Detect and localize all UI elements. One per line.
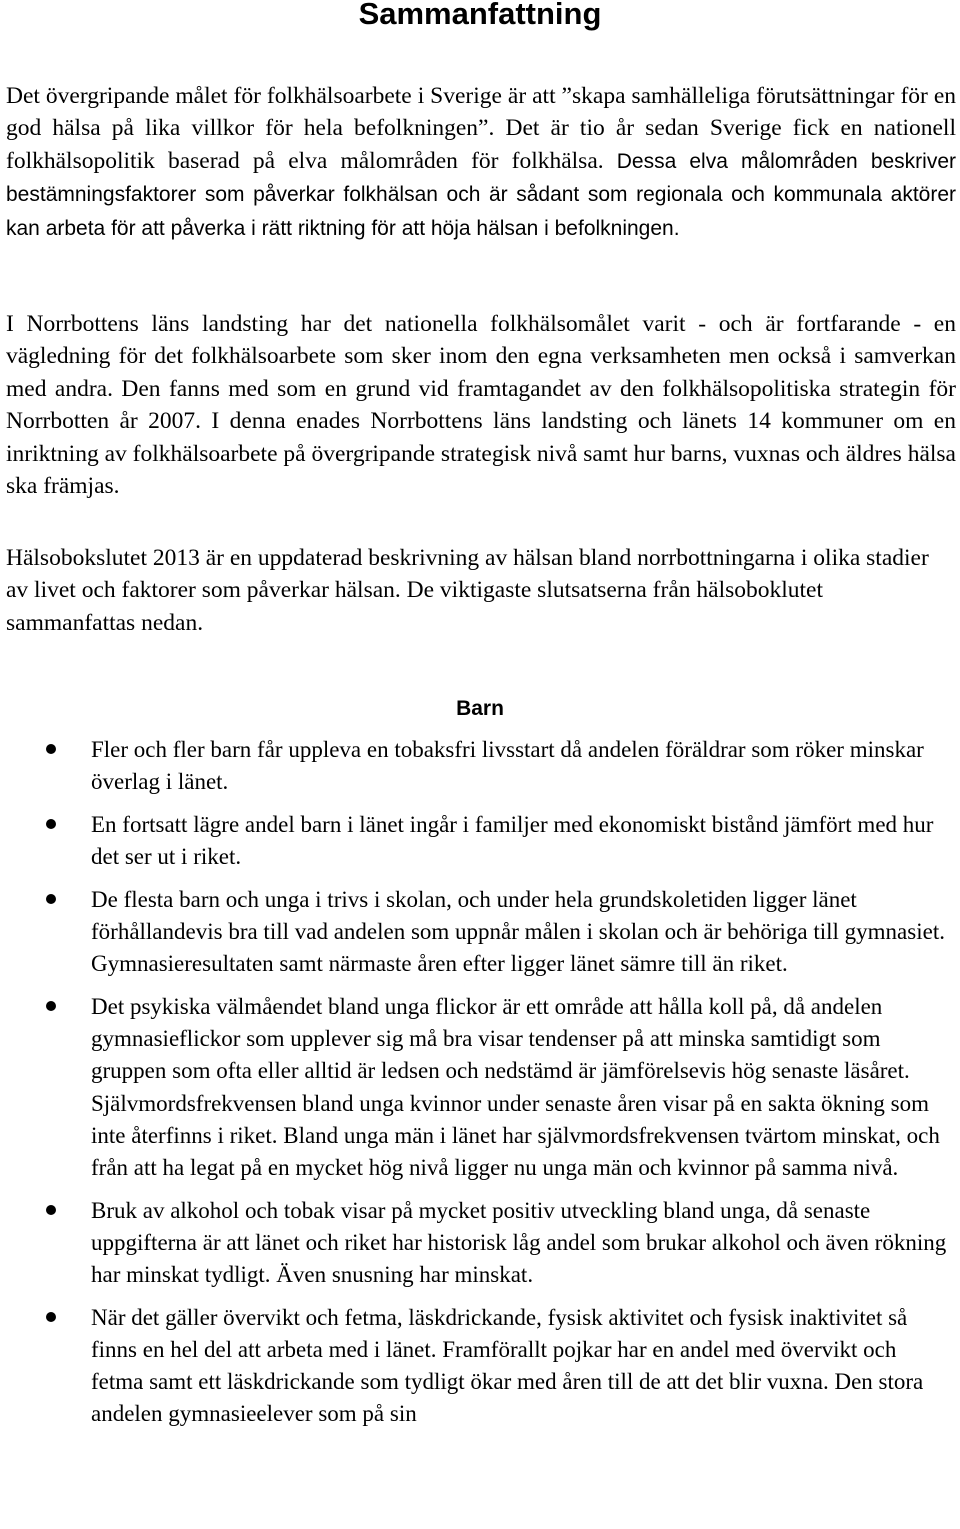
bullet-text: De flesta barn och unga i trivs i skolan, och under hela grundskoletiden ligger länet förhållandevis bra till vad andelen som uppnår målen i skolan och är behöriga till gymnasiet. Gymnasieresultaten samt närmaste åren efter ligger länet sämre till än riket. [91, 886, 945, 977]
bullet-text: Det psykiska välmåendet bland unga flickor är ett område att hålla koll på, då andelen gymnasieflickor som upplever sig må bra visar tendenser på att minska samtidigt som gruppen som ofta eller alltid är ledsen och nedstämd är jämförelsevis hög senaste läsåret. Självmordsfrekvensen bland unga kvinnor under senaste åren visar på en sakta ökning som inte återfinns i riket. Bland unga män i länet har självmordsfrekvensen tvärtom minskat, och från att ha legat på en mycket hög nivå ligger nu unga män och kvinnor på samma nivå. [91, 993, 940, 1180]
bullet-item [0, 734, 960, 798]
bullet-icon [46, 1001, 56, 1011]
bullet-item [0, 1302, 960, 1431]
landsting-paragraph: I Norrbottens läns landsting har det nationella folkhälsomålet varit - och är fortfarande - en vägledning för det folkhälsoarbete som sker inom den egna verksamheten men också i samverkan med andra. Den fanns med som en grund vid framtagandet av den folkhälsopolitiska strategin för Norrbotten år 2007. I denna enades Norrbottens läns landsting och länets 14 kommuner om en inriktning av folkhälsoarbete på övergripande strategisk nivå samt hur barns, vuxnas och äldres hälsa ska främjas. [6, 311, 956, 500]
halsobokslut-paragraph: Hälsobokslutet 2013 är en uppdaterad beskrivning av hälsan bland norrbottningarna i olika stadier av livet och faktorer som påverkar hälsan. De viktigaste slutsatserna från hälsoboklutet sammanfattas nedan. [6, 545, 929, 636]
bullet-icon [46, 894, 56, 904]
bullet-text: När det gäller övervikt och fetma, läskdrickande, fysisk aktivitet och fysisk inaktivitet så finns en hel del att arbeta med i länet. Framförallt pojkar har en andel med övervikt och fetma samt ett läskdrickande som tydligt ökar med åren till de att det blir vuxna. Den stora andelen gymnasieelever som på sin [91, 1304, 924, 1427]
bullet-icon [46, 744, 56, 754]
intro-paragraph-sans: Dessa elva målområden beskriver bestämningsfaktorer som påverkar folkhälsan och är sådant som regionala och kommunala aktörer kan arbeta för att påverka i rätt riktning för att höja hälsan i befolkningen. [6, 149, 957, 240]
bullet-item [0, 884, 960, 981]
section-heading-barn: Barn [456, 697, 504, 720]
bullet-text: Bruk av alkohol och tobak visar på mycket positiv utveckling bland unga, då senaste uppgifterna är att länet och riket har historisk låg andel som brukar alkohol och även rökning har minskat tydligt. Även snusning har minskat. [91, 1197, 947, 1288]
intro-paragraph [6, 80, 956, 245]
bullet-item [0, 1195, 960, 1292]
bullet-text: En fortsatt lägre andel barn i länet ingår i familjer med ekonomiskt bistånd jämfört med hur det ser ut i riket. [91, 811, 934, 870]
bullet-text: Fler och fler barn får uppleva en tobaksfri livsstart då andelen föräldrar som röker minskar överlag i länet. [91, 737, 924, 795]
bullet-list [0, 734, 960, 1441]
bullet-icon [46, 819, 56, 829]
intro-paragraph-serif: Det övergripande målet för folkhälsoarbete i Sverige är att ”skapa samhälleliga förutsättningar för en god hälsa på lika villkor för hela befolkningen”. Det är tio år sedan Sverige fick en nationell folkhälsopolitik baserad på elva målområden för folkhälsa. [6, 83, 956, 174]
page-title: Sammanfattning [358, 0, 602, 31]
bullet-item [0, 991, 960, 1184]
bullet-icon [46, 1205, 56, 1215]
bullet-item [0, 809, 960, 873]
bullet-icon [46, 1312, 56, 1322]
